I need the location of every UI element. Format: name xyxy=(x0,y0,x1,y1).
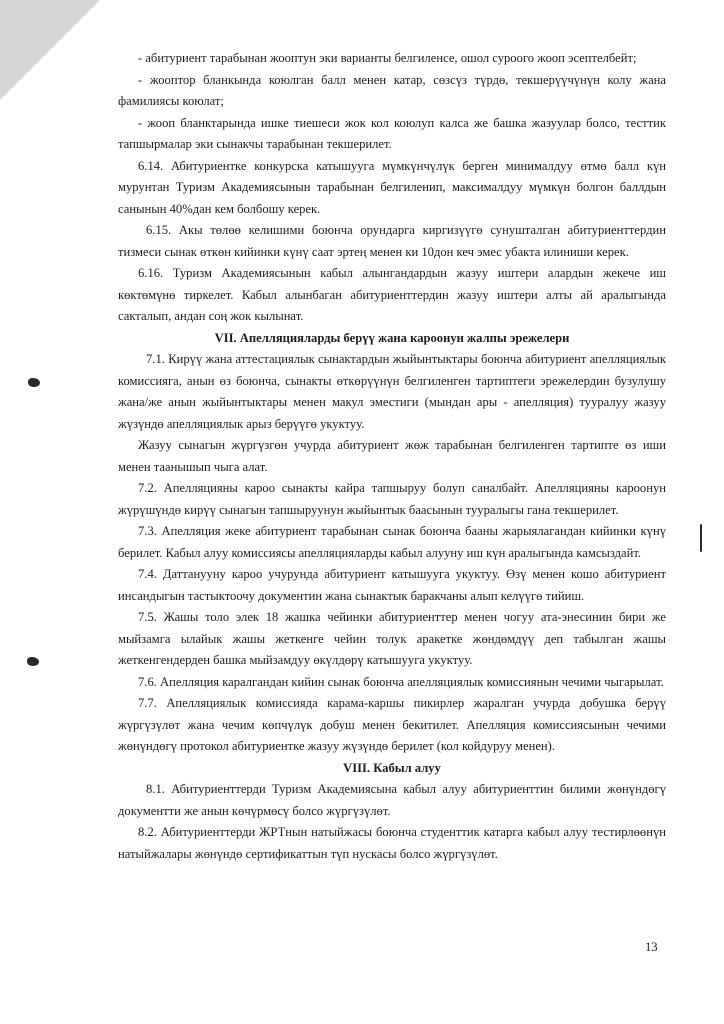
bullet-paragraph-1: - абитуриент тарабынан жооптун эки варианты белгиленсе, ошол суроого жооп эсептелбейт; xyxy=(138,51,637,65)
section-heading-viii: VIII. Кабыл алуу xyxy=(343,760,441,775)
paragraph-7-4: 7.4. Даттанууну кароо учурунда абитуриент катышууга укуктуу. Өзү менен кошо абитуриент инсандыгын тастыктоочу документин жана сынактык баракчаны алып келүүгө тийиш. xyxy=(118,567,666,603)
page-number: 13 xyxy=(645,940,658,954)
paragraph-7-2: 7.2. Апелляцияны кароо сынакты кайра тапшыруу болуп саналбайт. Апелляцияны кароонун жүрүшүндө кирүү сынагын тапшыруунун жыйынтык баасынын тууралыгы гана текшерилет. xyxy=(118,481,666,517)
margin-stroke-mark xyxy=(700,524,702,552)
section-heading-vii: VII. Апелляцияларды берүү жана кароонун жалпы эрежелери xyxy=(214,330,570,345)
paragraph-7-6: 7.6. Апелляция каралгандан кийин сынак боюнча апелляциялык комиссиянын чечими чыгарылат. xyxy=(138,674,664,689)
bullet-paragraph-2: - жооптор бланкында коюлган балл менен катар, сөзсүз түрдө, текшерүүчүнүн колу жана фамилиясы коюлат; xyxy=(118,72,666,108)
paragraph-6-14: 6.14. Абитуриентке конкурска катышууга мүмкүнчүлүк берген минималдуу өтмө балл күн мурунтан Туризм Академиясынын тарабынан белгиленип, максималдуу мүмкүн болгон баллдын санынын 40%дан кем болбошу керек. xyxy=(118,158,666,216)
paragraph-8-1: 8.1. Абитуриенттерди Туризм Академиясына кабыл алуу абитуриенттин билими жөнүндөгү документти же анын көчүрмөсү болсо жүргүзүлөт. xyxy=(118,782,666,818)
paragraph-7-1: 7.1. Кирүү жана аттестациялык сынактардын жыйынтыктары боюнча абитуриент апелляциялык комиссияга, анын өз боюнча, сынакты өткөрүүнүн белгиленген тартиптеги эрежелердин бузулушу жана/же анын жыйынтыктары менен макул эместиги (мындан ары - апелляция) тууралуу жазуу жүзүндө апелляциялык арыз берүүгө укуктуу. xyxy=(118,352,666,431)
paragraph-written-exam: Жазуу сынагын жүргүзгөн учурда абитуриент жөж тарабынан белгиленген тартипте өз иши менен таанышып чыга алат. xyxy=(118,438,666,474)
binder-hole-mark-bottom xyxy=(27,657,39,666)
page-corner-fold xyxy=(0,0,100,100)
bullet-paragraph-3: - жооп бланктарында ишке тиешеси жок кол коюлуп калса же башка жазуулар болсо, тесттик тапшырмалар эки сынакчы тарабынан текшерилет. xyxy=(118,115,666,151)
paragraph-7-5: 7.5. Жашы толо элек 18 жашка чейинки абитуриенттер менен чогуу ата-энесинин бири же мыйзамга ылайык жашы жеткенге чейин толук аракетке жөндөмдүү деп табылган жашы жеткенгендерден башка мыйзамдуу өкүлдөрү катышууга укуктуу. xyxy=(118,610,666,667)
paragraph-6-16: 6.16. Туризм Академиясынын кабыл алынгандардын жазуу иштери алардын жекече иш көктөмүнө тиркелет. Кабыл алынбаган абитуриенттердин жазуу иштери алты ай аралыгында сакталып, андан соң жок кылынат. xyxy=(118,266,666,323)
paragraph-6-15: 6.15. Акы төлөө келишими боюнча орундарга киргизүүгө сунушталган абитуриенттердин тизмеси сынак өткөн кийинки күнү саат эртең менен ки 10дон кеч эмес убакта илиниши керек. xyxy=(118,223,666,259)
document-page xyxy=(118,48,666,865)
paragraph-8-2: 8.2. Абитуриенттерди ЖРТнын натыйжасы боюнча студенттик катарга кабыл алуу тестирлөөнүн натыйжалары жөнүндө сертификаттын түп нускасы болсо жүргүзүлөт. xyxy=(118,825,666,861)
binder-hole-mark-top xyxy=(28,378,40,387)
paragraph-7-3: 7.3. Апелляция жеке абитуриент тарабынан сынак боюнча бааны жарыялагандан кийинки күнү берилет. Кабыл алуу комиссиясы апелляцияларды кабыл алууну иш күн аралыгында камсыздайт. xyxy=(118,524,666,560)
paragraph-7-7: 7.7. Апелляциялык комиссияда карама-каршы пикирлер жаралган учурда добушка берүү жүргүзүлөт жана чечим көпчүлүк добуш менен бекитилет. Апелляция комиссиясынын чечими жөнүндөгү протокол абитуриентке жазуу жүзүндө берилет (кол койдуруу менен). xyxy=(118,696,666,753)
